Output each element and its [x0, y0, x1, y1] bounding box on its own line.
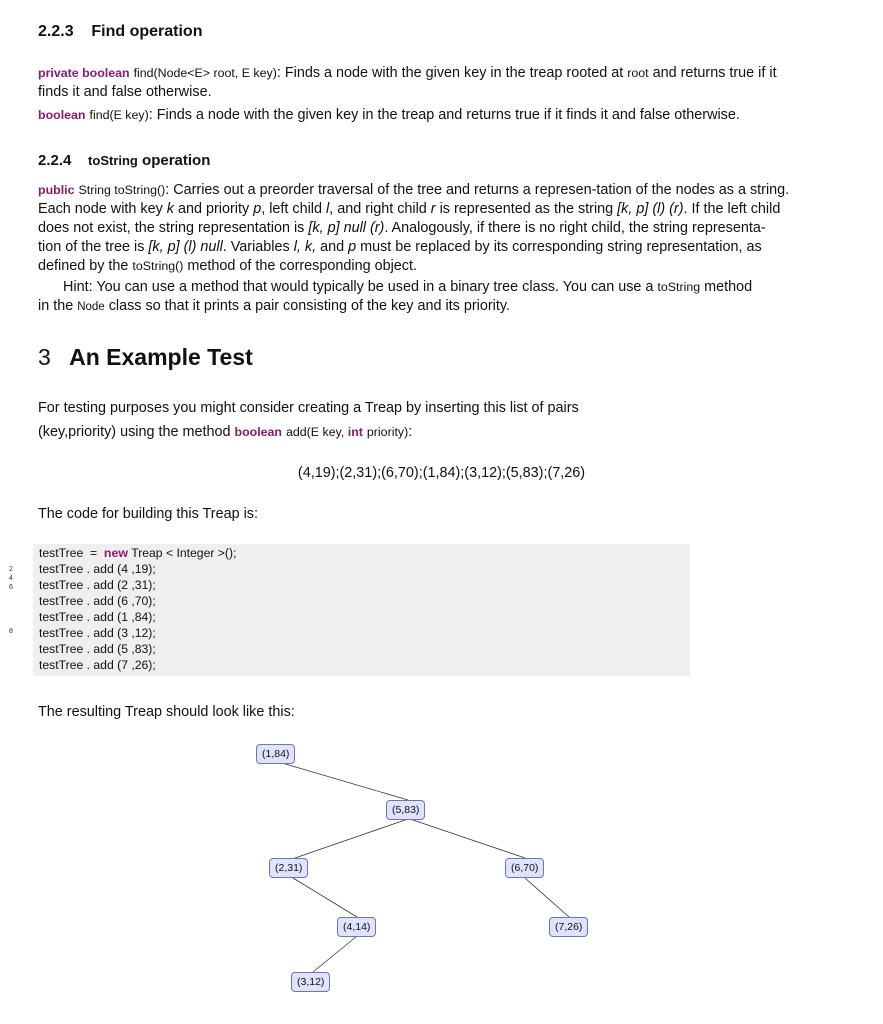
- tree-node: (5,83): [386, 800, 425, 820]
- text: method of the corresponding object.: [183, 258, 417, 274]
- text: p: [348, 239, 357, 255]
- text: , left child: [261, 201, 326, 217]
- line-number: 2: [9, 566, 13, 573]
- method-signature: find(Node<E> root, E key): [133, 66, 277, 80]
- text: : Carries out a preorder traversal of the tree and returns a represen-tation of the nodes as a string.: [165, 182, 790, 198]
- text: Hint: You can use a method that would typically be used in a binary tree class. You can use a: [63, 279, 658, 295]
- section-number: 3: [38, 344, 51, 370]
- text: and priority: [174, 201, 254, 217]
- result-text: The resulting Treap should look like this:: [38, 704, 295, 720]
- section-number: 2.2.4: [38, 152, 72, 169]
- code-line: testTree . add (7 ,26);: [39, 658, 156, 672]
- line-number: 8: [9, 628, 13, 635]
- tree-node: (4,14): [337, 917, 376, 937]
- code-line: testTree . add (1 ,84);: [39, 610, 156, 624]
- text: [k, p] (l) null: [148, 239, 223, 255]
- text: p: [253, 201, 262, 217]
- keyword: public: [38, 183, 75, 197]
- tree-node: (2,31): [269, 858, 308, 878]
- text: class so that it prints a pair consisting of the key and its priority.: [104, 298, 510, 314]
- text: in the: [38, 298, 78, 314]
- code-line: testTree . add (6 ,70);: [39, 594, 156, 608]
- tree-edge: [295, 819, 408, 858]
- text: l, k,: [293, 239, 317, 255]
- text: defined by the: [38, 258, 133, 274]
- section-code: toString: [88, 153, 138, 168]
- code-text: add(E key,: [286, 425, 348, 439]
- text: :: [408, 424, 413, 440]
- text: is represented as the string: [435, 201, 618, 217]
- code-text: toString: [657, 280, 701, 294]
- text: . Analogously, if there is no right child, the string representa-: [384, 220, 766, 236]
- line-number: 4: [9, 575, 13, 582]
- code-root: root: [627, 66, 649, 80]
- section-title: operation: [142, 152, 211, 169]
- text: and: [316, 239, 349, 255]
- text: l: [326, 201, 330, 217]
- tree-edge: [525, 878, 569, 917]
- text: k: [166, 201, 174, 217]
- section-title: Find operation: [91, 23, 203, 40]
- code-line: testTree . add (2 ,31);: [39, 578, 156, 592]
- code-intro: The code for building this Treap is:: [38, 506, 258, 522]
- description-text: : Finds a node with the given key in the treap rooted at: [276, 65, 628, 81]
- tree-node: (3,12): [291, 972, 330, 992]
- section-number: 2.2.3: [38, 23, 74, 40]
- keyword: boolean: [38, 108, 86, 122]
- text: r: [430, 201, 436, 217]
- tree-node: (6,70): [505, 858, 544, 878]
- text: method: [700, 279, 753, 295]
- text: does not exist, the string representation is: [38, 220, 309, 236]
- method-signature: String toString(): [78, 183, 166, 197]
- tree-edge: [282, 763, 408, 800]
- keyword: new: [103, 546, 129, 560]
- description-text: : Finds a node with the given key in the treap and returns true if it finds it and false otherwise.: [148, 107, 740, 123]
- text: must be replaced by its corresponding string representation, as: [356, 239, 762, 255]
- text: . If the left child: [683, 201, 781, 217]
- text: tion of the tree is: [38, 239, 149, 255]
- code-line: testTree . add (5 ,83);: [39, 642, 156, 656]
- text: For testing purposes you might consider creating a Treap by inserting this list of pairs: [38, 400, 579, 416]
- tree-node: (1,84): [256, 744, 295, 764]
- tree-edge: [410, 819, 525, 858]
- line-number: 6: [9, 584, 13, 591]
- code-text: Treap < Integer >();: [128, 546, 237, 560]
- text: [k, p] (l) (r): [617, 201, 684, 217]
- keyword: int: [347, 425, 363, 439]
- code-text: testTree =: [39, 546, 104, 560]
- code-text: Node: [77, 301, 105, 313]
- tree-edge: [313, 936, 357, 972]
- code-line: testTree . add (4 ,19);: [39, 562, 156, 576]
- pairs-list: (4,19);(2,31);(6,70);(1,84);(3,12);(5,83);(7,26): [297, 465, 586, 481]
- text: [k, p] null (r): [308, 220, 385, 236]
- keyword: private boolean: [38, 66, 130, 80]
- description-text: finds it and false otherwise.: [38, 84, 212, 100]
- tree-edge: [293, 878, 357, 917]
- text: . Variables: [222, 239, 294, 255]
- method-signature: find(E key): [89, 108, 149, 122]
- text: , and right child: [329, 201, 431, 217]
- section-title: An Example Test: [69, 344, 253, 370]
- code-text: priority): [366, 425, 409, 439]
- keyword: boolean: [234, 425, 282, 439]
- tree-node: (7,26): [549, 917, 588, 937]
- text: Each node with key: [38, 201, 167, 217]
- description-text: and returns true if it: [648, 65, 777, 81]
- code-text: toString(): [132, 259, 184, 273]
- code-line: testTree . add (3 ,12);: [39, 626, 156, 640]
- text: (key,priority) using the method: [38, 424, 235, 440]
